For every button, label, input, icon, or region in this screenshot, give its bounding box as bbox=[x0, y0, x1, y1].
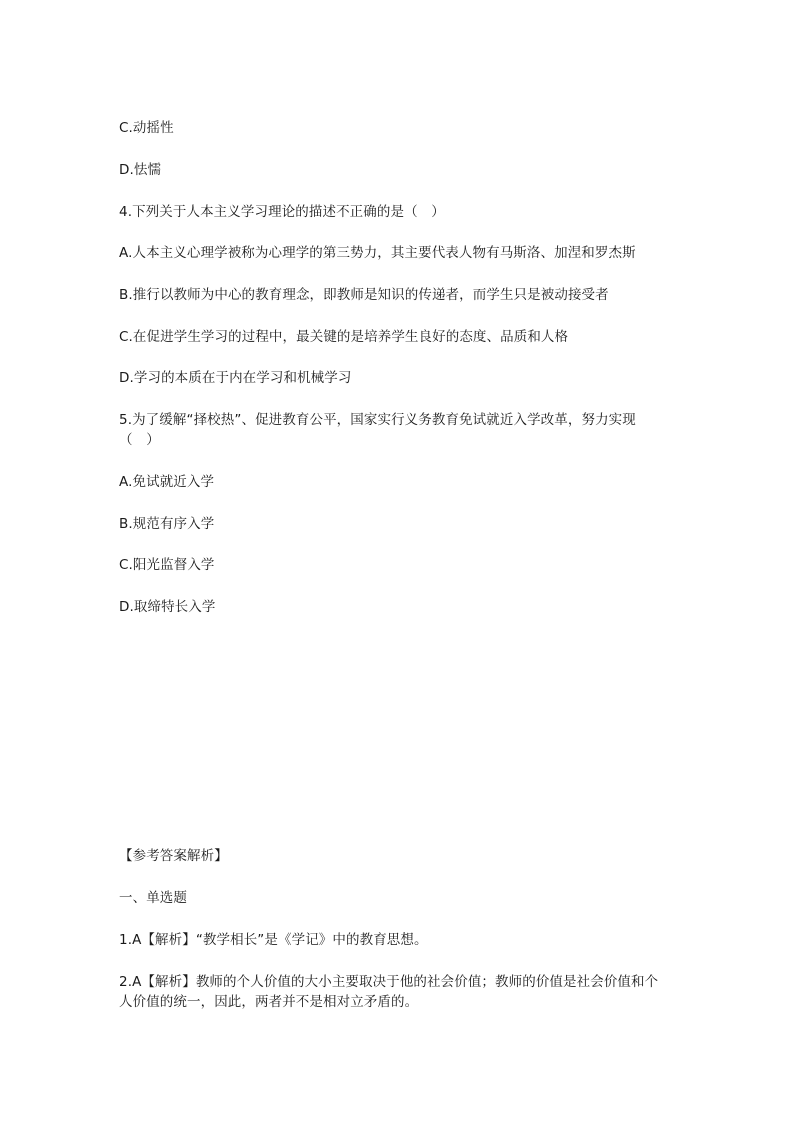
answer-item-2: 2.A【解析】教师的个人价值的大小主要取决于他的社会价值；教师的价值是社会价值和个人价值的统一，因此，两者并不是相对立矛盾的。 bbox=[119, 974, 659, 1010]
q5-stem: 5.为了缓解“择校热”、促进教育公平，国家实行义务教育免试就近入学改革，努力实现（ ） bbox=[119, 412, 636, 448]
q4-option-a: A.人本主义心理学被称为心理学的第三势力，其主要代表人物有马斯洛、加涅和罗杰斯 bbox=[119, 245, 636, 261]
q3-option-d: D.怯懦 bbox=[119, 162, 162, 178]
answer-item-1: 1.A【解析】“教学相长”是《学记》中的教育思想。 bbox=[119, 932, 428, 948]
q4-option-d: D.学习的本质在于内在学习和机械学习 bbox=[119, 370, 352, 386]
q4-option-b: B.推行以教师为中心的教育理念，即教师是知识的传递者，而学生只是被动接受者 bbox=[119, 287, 609, 303]
q5-option-d: D.取缔特长入学 bbox=[119, 599, 216, 615]
answers-heading: 【参考答案解析】 bbox=[119, 848, 228, 864]
q4-option-c: C.在促进学生学习的过程中，最关键的是培养学生良好的态度、品质和人格 bbox=[119, 329, 569, 345]
q3-option-c: C.动摇性 bbox=[119, 120, 174, 136]
q4-stem: 4.下列关于人本主义学习理论的描述不正确的是（ ） bbox=[119, 204, 445, 220]
answers-section-title: 一、单选题 bbox=[119, 890, 187, 906]
q5-option-b: B.规范有序入学 bbox=[119, 516, 215, 532]
q5-option-a: A.免试就近入学 bbox=[119, 474, 215, 490]
q5-option-c: C.阳光监督入学 bbox=[119, 557, 215, 573]
